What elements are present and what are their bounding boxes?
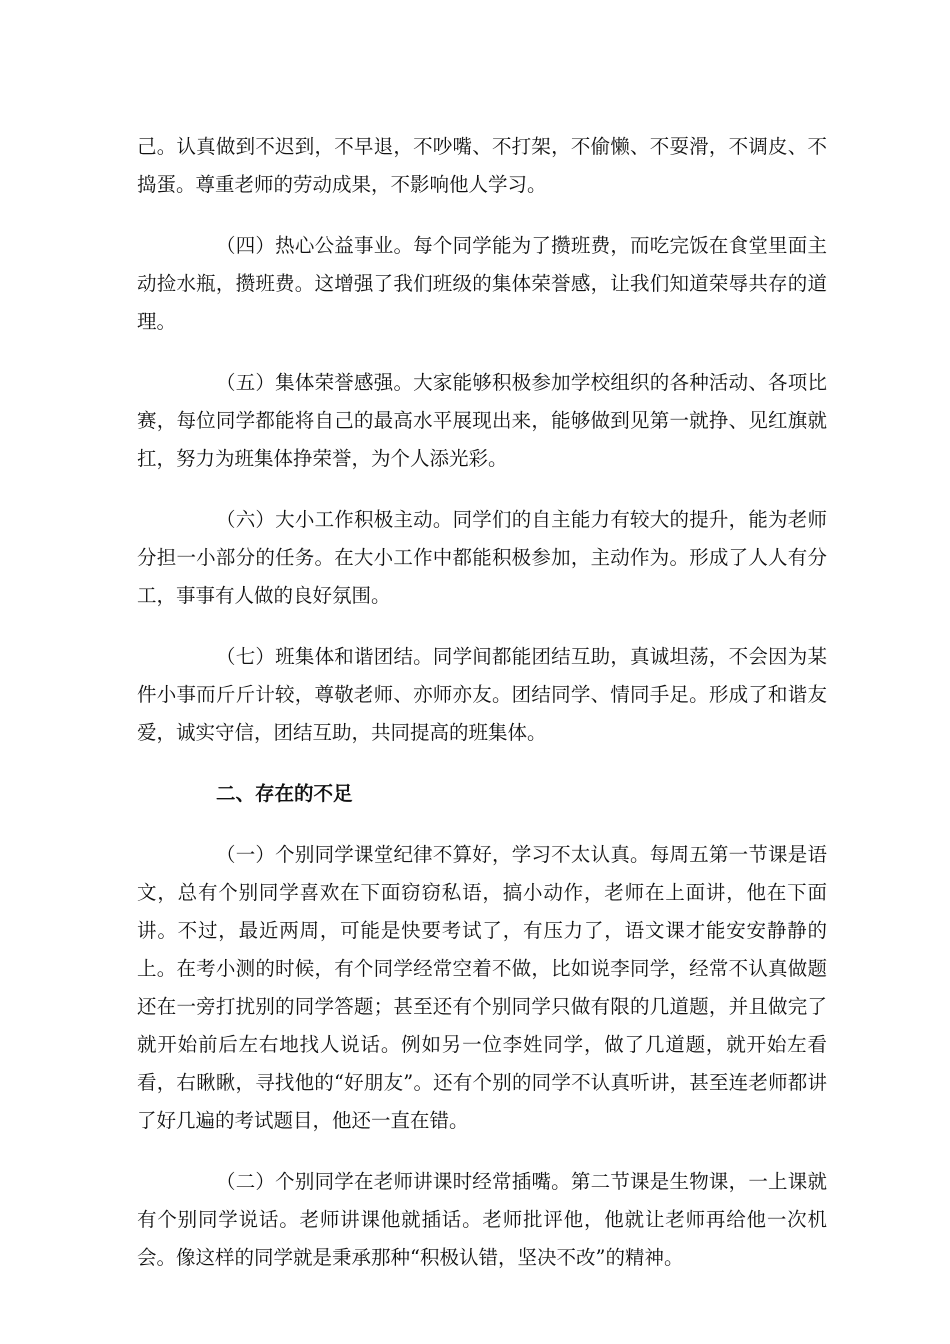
paragraph-item-6: （六）大小工作积极主动。同学们的自主能力有较大的提升，能为老师分担一小部分的任务。在大小工作中都能积极参加，主动作为。形成了人人有分工，事事有人做的良好氛围。 (137, 508, 827, 607)
paragraph-continuation: 己。认真做到不迟到，不早退，不吵嘴、不打架，不偷懒、不耍滑，不调皮、不捣蛋。尊重老师的劳动成果，不影响他人学习。 (137, 135, 827, 196)
document-page (137, 128, 827, 1300)
paragraph-shortcoming-1: （一）个别同学课堂纪律不算好，学习不太认真。每周五第一节课是语文，总有个别同学喜欢在下面窃窃私语，搞小动作，老师在上面讲，他在下面讲。不过，最近两周，可能是快要考试了，有压力了，语文课才能安安静静的上。在考小测的时候，有个同学经常空着不做，比如说李同学，经常不认真做题还在一旁打扰别的同学答题；甚至还有个别同学只做有限的几道题，并且做完了就开始前后左右地找人说话。例如另一位李姓同学，做了几道题，就开始左看看，右瞅瞅，寻找他的“好朋友”。还有个别的同学不认真听讲，甚至连老师都讲了好几遍的考试题目，他还一直在错。 (137, 843, 827, 1132)
paragraph-item-5: （五）集体荣誉感强。大家能够积极参加学校组织的各种活动、各项比赛，每位同学都能将自己的最高水平展现出来，能够做到见第一就挣、见红旗就扛，努力为班集体挣荣誉，为个人添光彩。 (137, 371, 827, 470)
paragraph-item-7: （七）班集体和谐团结。同学间都能团结互助，真诚坦荡，不会因为某件小事而斤斤计较，尊敬老师、亦师亦友。团结同学、情同手足。形成了和谐友爱，诚实守信，团结互助，共同提高的班集体。 (137, 645, 827, 744)
paragraph-item-4: （四）热心公益事业。每个同学能为了攒班费，而吃完饭在食堂里面主动捡水瓶，攒班费。这增强了我们班级的集体荣誉感，让我们知道荣辱共存的道理。 (137, 234, 827, 333)
paragraph-shortcoming-2: （二）个别同学在老师讲课时经常插嘴。第二节课是生物课，一上课就有个别同学说话。老师讲课他就插话。老师批评他，他就让老师再给他一次机会。像这样的同学就是秉承那种“积极认错，坚决不改”的精神。 (137, 1170, 827, 1269)
section-heading: 二、存在的不足 (216, 782, 353, 805)
